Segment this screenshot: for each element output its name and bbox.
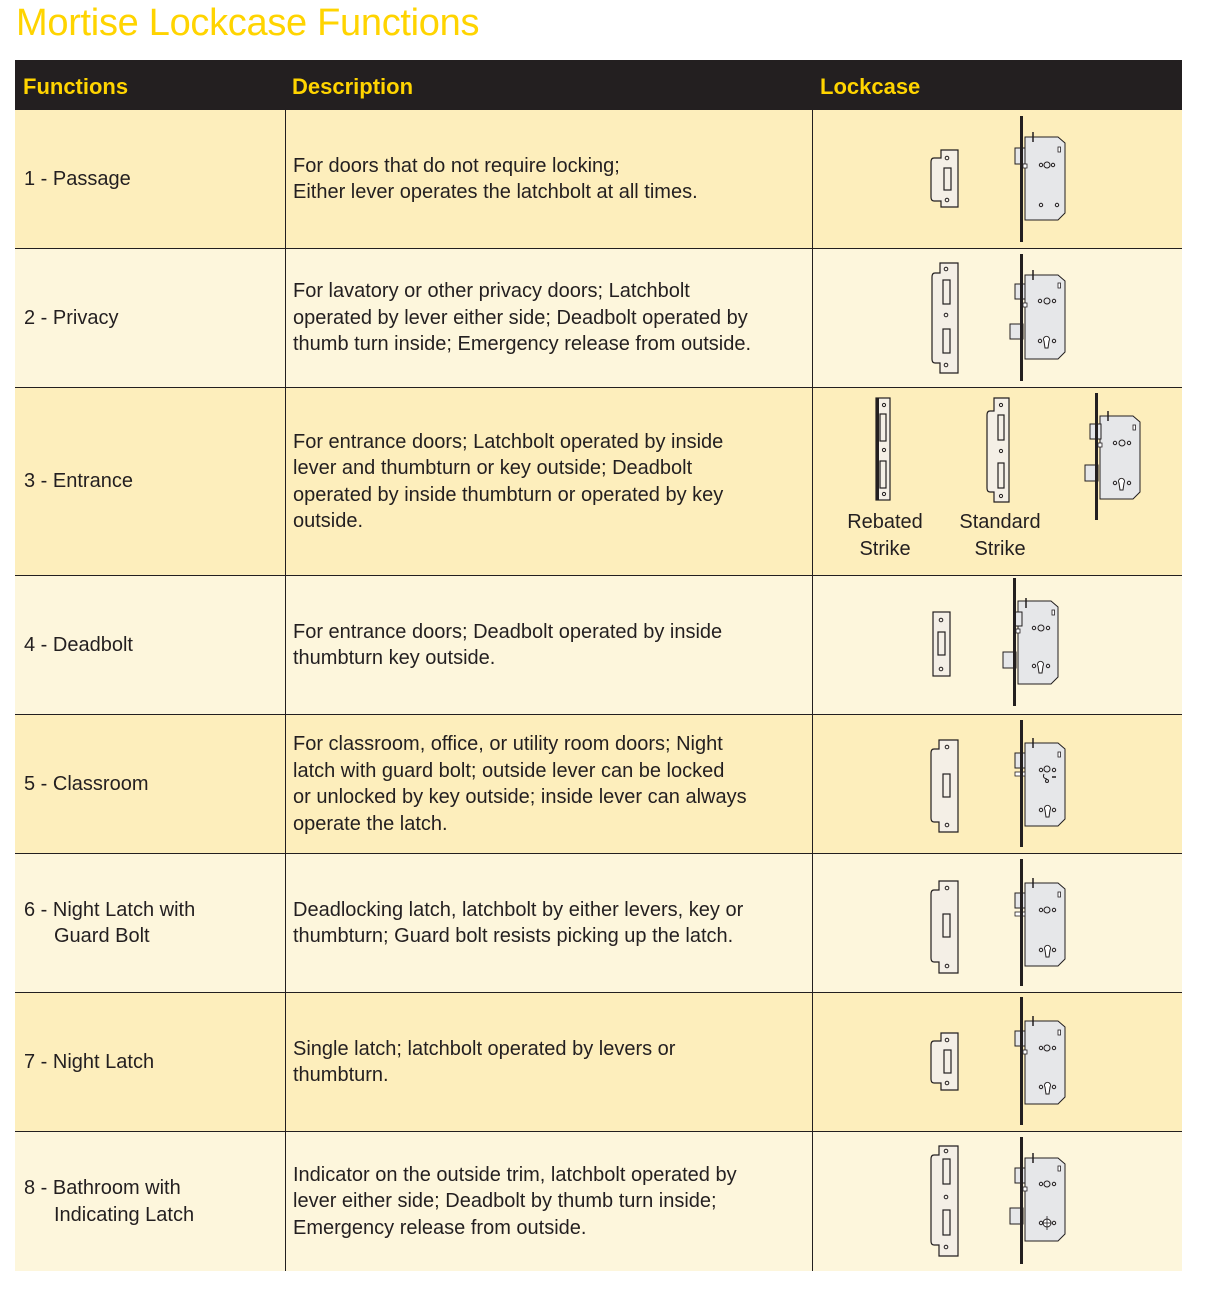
table-row xyxy=(15,110,1182,249)
entrance-lockcase-icon xyxy=(1085,393,1140,520)
lockcase-cell xyxy=(812,854,1182,992)
lockcase-illustration xyxy=(813,854,1183,993)
function-name-cont: Guard Bolt xyxy=(54,925,150,947)
description-cell xyxy=(285,854,812,992)
lockcase-illustration xyxy=(813,576,1183,715)
caption-line: Rebated xyxy=(847,511,923,533)
function-cell xyxy=(15,110,285,248)
function-name: 8 - Bathroom with xyxy=(24,1177,181,1199)
passage-lockcase-icon xyxy=(1015,116,1065,242)
double-strike-icon xyxy=(932,263,958,373)
lockcase-cell xyxy=(812,993,1182,1131)
function-cell xyxy=(15,576,285,714)
description-cell xyxy=(285,993,812,1131)
function-cell xyxy=(15,249,285,387)
caption-line: Strike xyxy=(859,537,911,560)
description-text: For doors that do not require locking; Either lever operates the latchbolt at all times. xyxy=(293,154,698,203)
description-cell xyxy=(285,110,812,248)
deadbolt-strike-icon xyxy=(933,612,950,676)
function-cell xyxy=(15,1132,285,1271)
table-row xyxy=(15,854,1182,993)
table-row xyxy=(15,388,1182,576)
header-lockcase: Lockcase xyxy=(820,74,921,99)
standard-strike-caption xyxy=(947,509,1053,562)
table-row xyxy=(15,1132,1182,1271)
function-name: 6 - Night Latch with xyxy=(24,898,196,921)
rebated-strike-icon xyxy=(876,398,890,500)
table-header xyxy=(15,60,1182,110)
description-text: For lavatory or other privacy doors; Latchbolt operated by lever either side; Deadbolt operated by thumb turn inside; Emergency release from outside. xyxy=(293,280,751,356)
description-text: Deadlocking latch, latchbolt by either levers, key or thumbturn; Guard bolt resists picking up the latch. xyxy=(293,898,744,947)
deadbolt-lockcase-icon xyxy=(1003,578,1058,706)
lockcase-cell xyxy=(812,715,1182,853)
function-cell xyxy=(15,854,285,992)
header-description: Description xyxy=(292,74,414,99)
standard-strike-icon xyxy=(931,740,958,832)
standard-short-strike-icon xyxy=(931,1033,958,1090)
description-text: Indicator on the outside trim, latchbolt operated by lever either side; Deadbolt by thumb turn inside; Emergency release from outside. xyxy=(293,1163,737,1239)
page-title: Mortise Lockcase Functions xyxy=(16,2,480,44)
lockcase-cell xyxy=(812,110,1182,248)
table-row xyxy=(15,715,1182,854)
classroom-lockcase-icon xyxy=(1015,720,1065,847)
lockcase-cell xyxy=(812,576,1182,714)
caption-line: Strike xyxy=(974,537,1026,560)
function-name: 3 - Entrance xyxy=(24,470,133,493)
standard-short-strike-icon xyxy=(931,150,958,207)
function-cell xyxy=(15,715,285,853)
function-name: 1 - Passage xyxy=(24,167,131,190)
function-name: 4 - Deadbolt xyxy=(24,633,133,656)
function-name: 2 - Privacy xyxy=(24,306,119,329)
description-cell xyxy=(285,249,812,387)
table-row xyxy=(15,576,1182,715)
lockcase-illustration xyxy=(813,249,1183,388)
lockcase-illustration xyxy=(813,110,1183,249)
function-name-cont: Indicating Latch xyxy=(54,1203,195,1226)
description-text: For entrance doors; Latchbolt operated by inside lever and thumbturn or key outside; Deadbolt operated by inside thumbturn or operated by key outside. xyxy=(293,430,724,532)
lockcase-illustration xyxy=(813,715,1183,854)
standard-strike-icon xyxy=(987,398,1009,502)
description-text: For classroom, office, or utility room doors; Night latch with guard bolt; outside lever can be locked or unlocked by key outside; inside lever can always operate the latch. xyxy=(293,733,747,835)
rebated-strike-caption xyxy=(835,509,935,562)
function-name: 5 - Classroom xyxy=(24,772,149,795)
caption-line: Standard xyxy=(959,511,1041,533)
header-functions: Functions xyxy=(23,74,129,99)
description-cell xyxy=(285,576,812,714)
description-cell xyxy=(285,1132,812,1271)
description-text: Single latch; latchbolt operated by levers or thumbturn. xyxy=(293,1037,676,1086)
double-strike-icon xyxy=(931,1146,958,1256)
mortise-functions-table xyxy=(15,60,1182,1271)
description-cell xyxy=(285,715,812,853)
night-latch-guard-bolt-lockcase-icon xyxy=(1015,859,1065,986)
bathroom-indicator-lockcase-icon xyxy=(1010,1137,1065,1264)
lockcase-cell xyxy=(812,249,1182,387)
night-latch-lockcase-icon xyxy=(1015,997,1065,1125)
privacy-lockcase-icon xyxy=(1010,254,1065,381)
function-cell xyxy=(15,993,285,1131)
description-text: For entrance doors; Deadbolt operated by inside thumbturn key outside. xyxy=(293,620,723,669)
standard-strike-icon xyxy=(931,881,958,973)
lockcase-cell xyxy=(812,388,1182,575)
lockcase-cell xyxy=(812,1132,1182,1271)
lockcase-illustration xyxy=(813,993,1183,1132)
function-cell xyxy=(15,388,285,575)
table-row xyxy=(15,249,1182,388)
table-row xyxy=(15,993,1182,1132)
lockcase-illustration xyxy=(813,1132,1183,1271)
description-cell xyxy=(285,388,812,575)
function-name: 7 - Night Latch xyxy=(24,1050,155,1073)
